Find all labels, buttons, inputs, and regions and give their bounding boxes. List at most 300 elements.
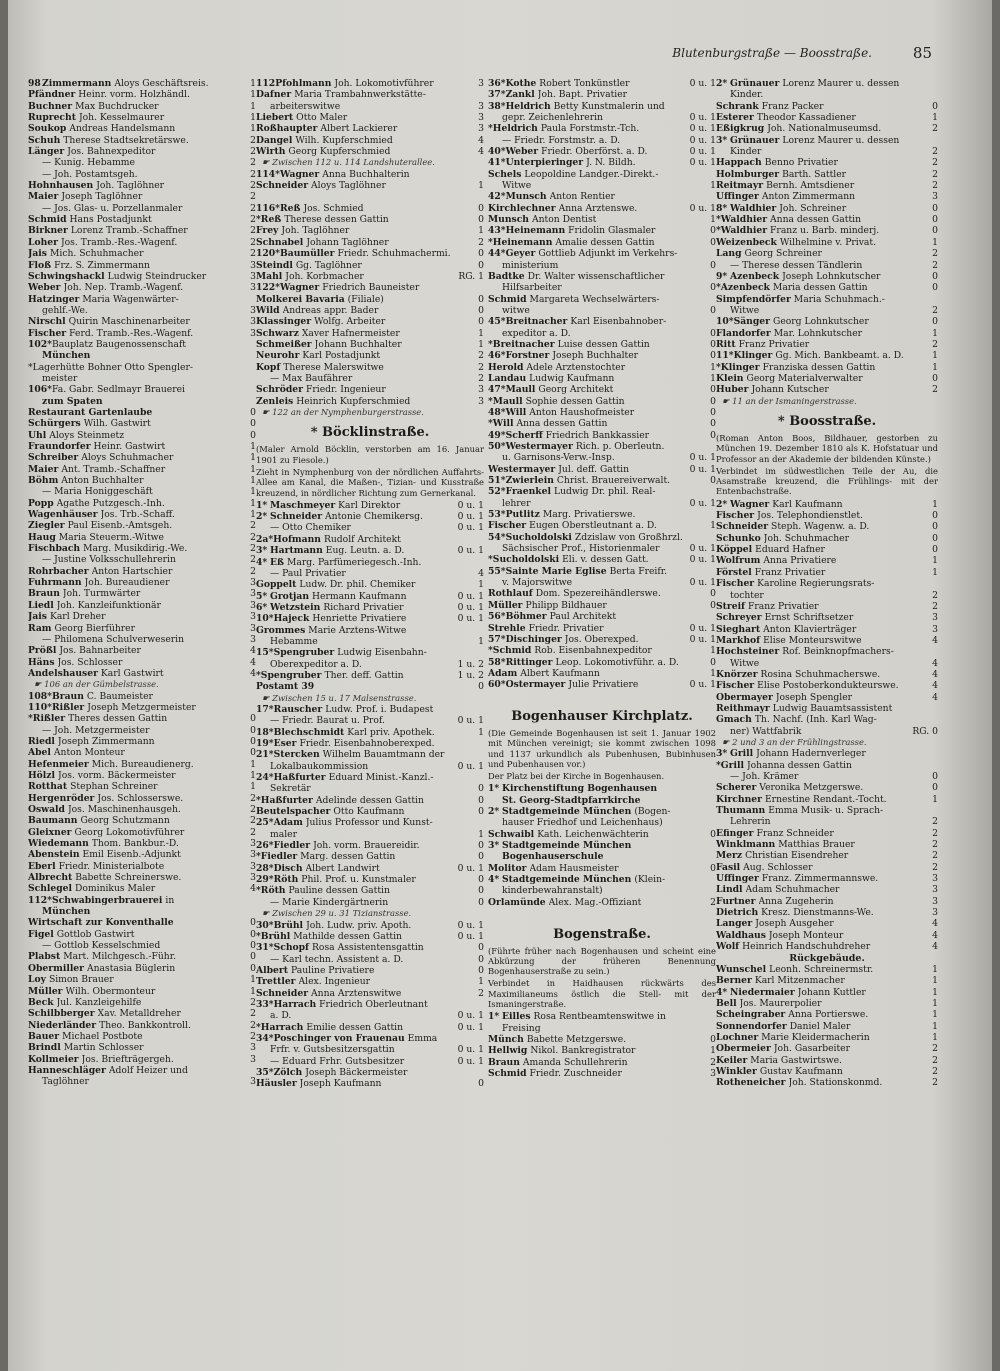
floor-number: 0 — [710, 406, 716, 418]
resident-name: Weber — [505, 146, 539, 158]
resident-name: Andelshauser — [28, 667, 98, 679]
continuation-text: ministerium — [502, 259, 559, 271]
street-description: (Maler Arnold Böcklin, verstorben am 16. Januar 1901 zu Fiesole.) — [256, 444, 484, 465]
resident-occupation: Georg Bierführer — [54, 622, 136, 634]
floor-number: 4 — [932, 929, 938, 941]
directory-entry — [28, 895, 256, 906]
resident-occupation: Georg Schreiner — [744, 248, 822, 260]
spacer — [488, 908, 716, 919]
resident-occupation: Betty Kunstmalerin und — [553, 100, 665, 112]
floor-number: 4 — [932, 680, 938, 692]
resident-occupation: Friedr. Ingenieur — [306, 384, 386, 396]
continuation-text: Taglöhner — [42, 1076, 89, 1088]
resident-occupation: Karl Kaufmann — [772, 498, 843, 510]
resident-name: Baumann — [28, 815, 78, 827]
directory-entry — [256, 225, 484, 236]
directory-entry — [28, 418, 256, 429]
resident-name: *Spengruber — [256, 669, 322, 681]
directory-entry — [256, 294, 484, 305]
directory-entry — [716, 533, 938, 544]
cross-street-note: ☛ 122 an der Nymphenburgerstrasse. — [262, 406, 424, 417]
resident-name: Röth — [273, 874, 299, 886]
resident-occupation: Georg Kupferschmied — [288, 146, 391, 158]
entry-continuation — [256, 1044, 484, 1055]
directory-entry — [716, 862, 938, 873]
floor-number: 3 — [478, 78, 484, 89]
resident-occupation: — Eduard Frhr. Gutsbesitzer — [270, 1055, 405, 1067]
resident-occupation: Eduard Hafner — [755, 544, 825, 556]
resident-occupation: Simon Brauer — [48, 974, 114, 986]
floor-number: 0 u. 1 — [689, 577, 716, 589]
floor-number: 0 — [250, 951, 256, 963]
resident-occupation: — Philomena Schulverweserin — [42, 633, 185, 645]
directory-entry — [716, 316, 938, 327]
directory-entry — [716, 101, 938, 112]
directory-entry — [28, 89, 256, 100]
floor-number: 3 — [250, 316, 256, 328]
floor-number: 0 u. 1 — [457, 1044, 484, 1056]
floor-number: 0 u. 1 — [457, 511, 484, 523]
entry-continuation — [28, 305, 256, 316]
resident-occupation: Anna dessen Gattin — [770, 214, 861, 226]
floor-number: 3 — [932, 623, 938, 635]
directory-entry — [488, 668, 716, 679]
floor-number: 0 — [478, 794, 484, 806]
directory-entry — [716, 180, 938, 191]
resident-occupation: Rob. Eisenbahnexpeditor — [534, 645, 652, 657]
floor-number: 3 — [710, 1068, 716, 1080]
resident-name: Bauer — [28, 1030, 60, 1042]
directory-entry — [256, 613, 484, 624]
directory-entry — [28, 123, 256, 134]
resident-name: Ritt — [716, 338, 736, 350]
floor-number: 0 — [478, 248, 484, 260]
floor-number: 1 — [250, 781, 256, 793]
resident-name: Schwarz — [256, 327, 299, 339]
street-description: (Roman Anton Boos, Bildhauer, gestorben zu München 19. Dezember 1810 als K. Hofstatuar und Professor an der Akademie der bildenden Künste.) — [716, 432, 938, 464]
resident-name: Mahl — [256, 270, 283, 282]
resident-occupation: Richard Privatier — [323, 601, 404, 613]
resident-occupation: Ludwig Kaufmann — [529, 372, 615, 384]
resident-occupation: Pauline dessen Gattin — [288, 885, 390, 897]
resident-occupation: Bernh. Amtsdiener — [766, 180, 855, 192]
resident-occupation: Ludwig Eisenbahn- — [337, 647, 427, 659]
resident-name: Wagenhäuser — [28, 509, 98, 521]
floor-number: 3 — [250, 1076, 256, 1088]
resident-occupation: Mar. Lohnkutscher — [773, 327, 863, 339]
entry-continuation — [488, 851, 716, 862]
resident-occupation: Steph. Wagenw. a. D. — [771, 521, 870, 533]
directory-entry — [256, 1022, 484, 1033]
resident-name: Happach — [716, 157, 762, 169]
floor-number: 4 — [932, 657, 938, 669]
resident-name: Wolf — [716, 941, 740, 953]
resident-name: Obermeier — [716, 1043, 771, 1055]
floor-number: 0 u. 1 — [457, 522, 484, 534]
resident-occupation: — Therese dessen Tändlerin — [730, 259, 863, 271]
entry-continuation — [28, 373, 256, 384]
floor-number: 0 u. 1 — [457, 715, 484, 727]
floor-number: 3 — [250, 327, 256, 339]
directory-entry — [256, 78, 484, 89]
resident-name: Schreiber — [28, 452, 79, 464]
resident-name: Baumüller — [279, 248, 335, 260]
floor-number: 4 — [932, 634, 938, 646]
directory-entry — [28, 725, 256, 736]
directory-entry — [256, 715, 484, 726]
directory-entry — [488, 203, 716, 214]
floor-number: 0 — [710, 599, 716, 611]
continuation-text: Freising — [502, 1022, 541, 1034]
directory-entry — [716, 839, 938, 850]
directory-entry — [28, 634, 256, 645]
directory-entry — [28, 554, 256, 565]
floor-number: 2 — [250, 554, 256, 566]
continuation-text: Lehrerin — [730, 816, 771, 828]
directory-entry — [256, 271, 484, 282]
resident-occupation: Ludw. Prof. i. Budapest — [325, 703, 434, 715]
continuation-text: kinderbewahranstalt) — [502, 885, 603, 897]
resident-name: Weber — [28, 282, 61, 294]
directory-entry — [716, 930, 938, 941]
resident-occupation: Jul. deff. Gattin — [558, 463, 630, 475]
directory-entry — [256, 316, 484, 327]
floor-number: 2 — [932, 1054, 938, 1066]
directory-entry — [28, 781, 256, 792]
resident-name: Stercken — [273, 749, 320, 761]
entry-continuation — [256, 636, 484, 647]
resident-occupation — [317, 681, 476, 692]
directory-entry — [716, 703, 938, 714]
floor-number: 1 — [250, 463, 256, 475]
floor-number: 0 — [932, 771, 938, 782]
directory-entry — [28, 214, 256, 225]
resident-name: Schnabel — [256, 236, 304, 248]
resident-name: Beck — [28, 996, 54, 1008]
floor-number: 1 — [932, 112, 938, 124]
resident-occupation: Rosina Schuhmacherswe. — [760, 668, 881, 680]
resident-occupation: (Klein- — [634, 874, 666, 886]
resident-occupation: Gottlob Gastwirt — [56, 928, 135, 940]
resident-name: Sucholdolski — [505, 531, 572, 543]
directory-entry — [488, 1011, 716, 1022]
directory-entry — [256, 511, 484, 522]
resident-occupation: Anna Arztenswe. — [558, 202, 638, 214]
floor-number: 1 u. 2 — [457, 669, 484, 681]
directory-entry — [488, 783, 716, 794]
entry-continuation — [28, 906, 256, 917]
directory-entry — [716, 601, 938, 612]
directory-entry — [716, 578, 938, 589]
resident-name: Klinger — [733, 350, 773, 362]
directory-entry — [28, 566, 256, 577]
directory-entry — [28, 759, 256, 770]
directory-entry — [256, 681, 484, 692]
resident-occupation: Joh. Taglöhner — [281, 225, 350, 237]
directory-entry — [488, 362, 716, 373]
floor-number: 0 — [710, 395, 716, 407]
house-number: 8* — [716, 202, 728, 214]
resident-name: *Breitnacher — [488, 338, 555, 350]
resident-name: Grotjan — [270, 590, 310, 602]
resident-name: Rißler — [51, 701, 85, 713]
directory-entry — [256, 897, 484, 908]
directory-entry — [716, 328, 938, 339]
resident-occupation: Babette Schreinerswe. — [75, 872, 182, 884]
house-number: 112 — [256, 78, 276, 89]
resident-occupation: Maria Gastwirtswe. — [750, 1054, 842, 1066]
resident-occupation: Max Buchdrucker — [75, 100, 159, 112]
resident-occupation: Wilhelm Bauamtmann der — [322, 749, 445, 761]
resident-occupation: Otto Kaufmann — [333, 806, 405, 818]
resident-occupation: Jos. Schlosser — [57, 656, 123, 668]
directory-entry — [716, 1066, 938, 1077]
resident-occupation: Jos. Telephondienstlet. — [757, 510, 863, 522]
floor-number: 0 — [710, 588, 716, 600]
column-4 — [716, 78, 938, 1089]
resident-occupation: Luise dessen Gattin — [557, 338, 650, 350]
floor-number: 0 — [710, 862, 716, 874]
resident-name: Schrank — [716, 100, 759, 112]
floor-number: 1 — [932, 975, 938, 987]
resident-occupation: Dominikus Maler — [75, 883, 156, 895]
resident-name: Merz — [716, 850, 743, 862]
resident-occupation: Joseph Monteur — [768, 929, 844, 941]
directory-entry — [256, 625, 484, 636]
resident-occupation: Joseph Lohnkutscher — [782, 270, 881, 282]
directory-entry — [716, 544, 938, 555]
resident-occupation: Emma Musik- u. Sprach- — [768, 805, 884, 817]
floor-number: 0 — [478, 293, 484, 305]
floor-number: 0 — [710, 350, 716, 362]
resident-name: Scheingraber — [716, 1009, 786, 1021]
resident-name: Neurohr — [256, 350, 300, 362]
floor-number: 2 — [250, 180, 256, 192]
continuation-text: maler — [270, 828, 297, 840]
floor-number: 0 — [710, 282, 716, 294]
resident-name: Loher — [28, 236, 58, 248]
resident-name: Grill — [730, 748, 754, 760]
resident-occupation: Eugen Oberstleutnant a. D. — [529, 520, 657, 532]
directory-entry — [716, 975, 938, 986]
resident-name: Bell — [716, 997, 737, 1009]
directory-entry — [488, 600, 716, 611]
floor-number: RG. 0 — [912, 725, 938, 737]
floor-number: 0 — [478, 806, 484, 818]
directory-entry — [716, 850, 938, 861]
resident-name: Abel — [28, 747, 51, 759]
directory-entry — [488, 806, 716, 817]
resident-occupation: Franz Privatier — [738, 338, 810, 350]
house-number: 120* — [256, 248, 280, 260]
directory-entry — [28, 260, 256, 271]
house-number: 42* — [488, 191, 506, 203]
floor-number: 0 u. 1 — [457, 590, 484, 602]
resident-name: *Maull — [488, 395, 523, 407]
house-number: 106* — [28, 384, 52, 396]
floor-number: 2 — [932, 304, 938, 316]
resident-name: Breitnacher — [505, 316, 568, 328]
directory-entry — [488, 475, 716, 486]
floor-number: 1 — [710, 372, 716, 384]
house-number: 31* — [256, 942, 274, 954]
house-number: 50* — [488, 441, 506, 452]
directory-entry — [716, 567, 938, 578]
directory-entry — [28, 657, 256, 668]
resident-occupation: Dom. Spezereihändlerswe. — [535, 588, 661, 600]
resident-name: Lindl — [716, 884, 743, 896]
floor-number: 0 u. 1 — [689, 622, 716, 634]
resident-occupation: Joseph Ausgeher — [755, 918, 834, 930]
directory-entry — [716, 1043, 938, 1054]
resident-occupation: Jos. Oberexped. — [564, 633, 639, 645]
directory-entry — [28, 770, 256, 781]
resident-occupation: Ferd. Tramb.-Res.-Wagenf. — [69, 327, 194, 339]
floor-number: 1 u. 2 — [457, 658, 484, 670]
resident-occupation: — Jos. Glas- u. Porzellanmaler — [42, 202, 183, 214]
floor-number: 1 — [478, 338, 484, 350]
directory-entry — [716, 1009, 938, 1020]
resident-occupation: Emil Eisenb.-Adjunkt — [82, 849, 181, 861]
resident-name: Maschmeyer — [270, 499, 336, 511]
resident-name: Schopf — [273, 942, 310, 954]
directory-entry — [716, 214, 938, 225]
resident-name: Flandorfer — [716, 327, 771, 339]
floor-number: 2 — [932, 180, 938, 192]
spacer — [488, 691, 716, 702]
resident-occupation: Marg. Parfümeriegesch.-Inh. — [286, 556, 422, 568]
floor-number: 4 — [250, 667, 256, 679]
directory-entry — [28, 157, 256, 168]
resident-name: Abenstein — [28, 849, 80, 861]
floor-number: 1 — [710, 214, 716, 226]
continuation-text: v. Majorswitwe — [502, 577, 573, 589]
directory-entry — [256, 727, 484, 738]
directory-entry — [716, 1021, 938, 1032]
resident-name: Sainte Marie Eglise — [505, 565, 607, 577]
directory-entry — [716, 339, 938, 350]
floor-number: 1 — [932, 963, 938, 975]
floor-number: 3 — [250, 860, 256, 872]
resident-name: Wagner — [730, 498, 770, 510]
directory-entry — [256, 305, 484, 316]
continuation-text: Witwe — [730, 657, 760, 669]
house-number: 112* — [28, 894, 52, 906]
directory-entry — [716, 203, 938, 214]
floor-number: 3 — [250, 599, 256, 611]
resident-name: Restaurant Gartenlaube — [28, 406, 153, 418]
resident-name: Plabst — [28, 951, 61, 963]
directory-entry — [28, 951, 256, 962]
directory-entry — [256, 885, 484, 896]
floor-number: 0 u. 1 — [457, 919, 484, 931]
house-number: 11* — [716, 350, 734, 362]
continuation-text: Kinder — [730, 146, 762, 158]
resident-occupation: Aug. Schlosser — [743, 861, 813, 873]
floor-number: 1 — [710, 1045, 716, 1057]
resident-name: Geyer — [505, 248, 536, 260]
resident-occupation: Mart. Milchgesch.-Führ. — [63, 951, 176, 963]
resident-occupation: — Joh. Krämer — [730, 771, 799, 782]
resident-occupation: Friedr. Schuhmachermi. — [337, 248, 451, 260]
floor-number: 2 — [250, 804, 256, 815]
resident-occupation: *Lagerhütte Bohner Otto Spengler- — [28, 361, 193, 373]
resident-occupation — [634, 840, 716, 851]
directory-entry — [488, 135, 716, 146]
resident-occupation: — Kunig. Hebamme — [42, 157, 135, 169]
resident-occupation: Daniel Maler — [789, 1020, 851, 1032]
house-number: 36* — [488, 78, 506, 89]
resident-occupation: Johann Taglöhner — [306, 236, 389, 248]
resident-name: Fraundorfer — [28, 441, 91, 452]
floor-number: 0 — [932, 270, 938, 282]
resident-name: *Reß — [256, 214, 282, 226]
directory-entry — [256, 1056, 484, 1067]
resident-occupation: Aloys Geschäftsreis. — [114, 78, 209, 89]
floor-number: 4 — [478, 134, 484, 146]
floor-number: 2 — [250, 146, 256, 158]
directory-entry — [28, 849, 256, 860]
resident-occupation: Elise Postoberkondukteurswe. — [757, 680, 899, 692]
directory-entry — [28, 929, 256, 940]
entry-continuation — [256, 829, 484, 840]
floor-number: 0 — [250, 429, 256, 441]
resident-occupation: Joh. Kesselmaurer — [78, 112, 165, 124]
resident-occupation: Therese Malerswitwe — [283, 361, 384, 373]
resident-name: Schlegel — [28, 883, 73, 895]
floor-number: 0 u. 1 — [689, 633, 716, 645]
resident-occupation: Friedr. Zuschneider — [529, 1068, 622, 1080]
floor-number: 2 — [250, 996, 256, 1008]
resident-name: Uhl — [28, 429, 47, 441]
house-number: 3* — [488, 840, 500, 852]
resident-occupation: Leopoldine Landger.-Direkt.- — [524, 168, 659, 180]
continuation-text: a. D. — [270, 1010, 292, 1022]
house-number: 1* — [488, 1011, 500, 1023]
floor-number: 0 u. 1 — [689, 112, 716, 124]
floor-number: 2 — [250, 134, 256, 146]
floor-number: 2 — [932, 259, 938, 271]
continuation-text: Hilfsarbeiter — [502, 282, 562, 294]
floor-number: 1 — [710, 520, 716, 532]
resident-occupation: Maria Steuerm.-Witwe — [58, 531, 164, 543]
entry-continuation — [716, 816, 938, 827]
resident-name: Berner — [716, 975, 752, 987]
resident-name: Kirchlechner — [488, 202, 556, 214]
directory-entry — [256, 602, 484, 613]
resident-name: Soukop — [28, 123, 67, 135]
directory-entry — [716, 805, 938, 816]
continuation-text: zum Spaten — [42, 395, 103, 407]
floor-number: 0 u. 1 — [689, 543, 716, 555]
resident-occupation: Frz. S. Zimmermann — [54, 259, 150, 271]
resident-occupation: Christian Eisendreher — [745, 850, 849, 862]
directory-entry — [716, 260, 938, 271]
entry-continuation — [488, 1023, 716, 1034]
resident-occupation: Christ. Brauereiverwalt. — [556, 475, 671, 487]
directory-entry — [28, 430, 256, 441]
floor-number: 2 — [478, 372, 484, 384]
resident-name: Fischer — [716, 510, 755, 522]
directory-entry — [28, 600, 256, 611]
floor-number: 1 — [932, 986, 938, 998]
resident-name: *Will — [488, 418, 514, 430]
house-number: 114* — [256, 168, 280, 180]
floor-number: 0 — [710, 1033, 716, 1045]
resident-name: Stadtgemeinde München — [502, 840, 632, 852]
resident-name: Ram — [28, 622, 52, 634]
house-number: 10* — [256, 613, 274, 625]
